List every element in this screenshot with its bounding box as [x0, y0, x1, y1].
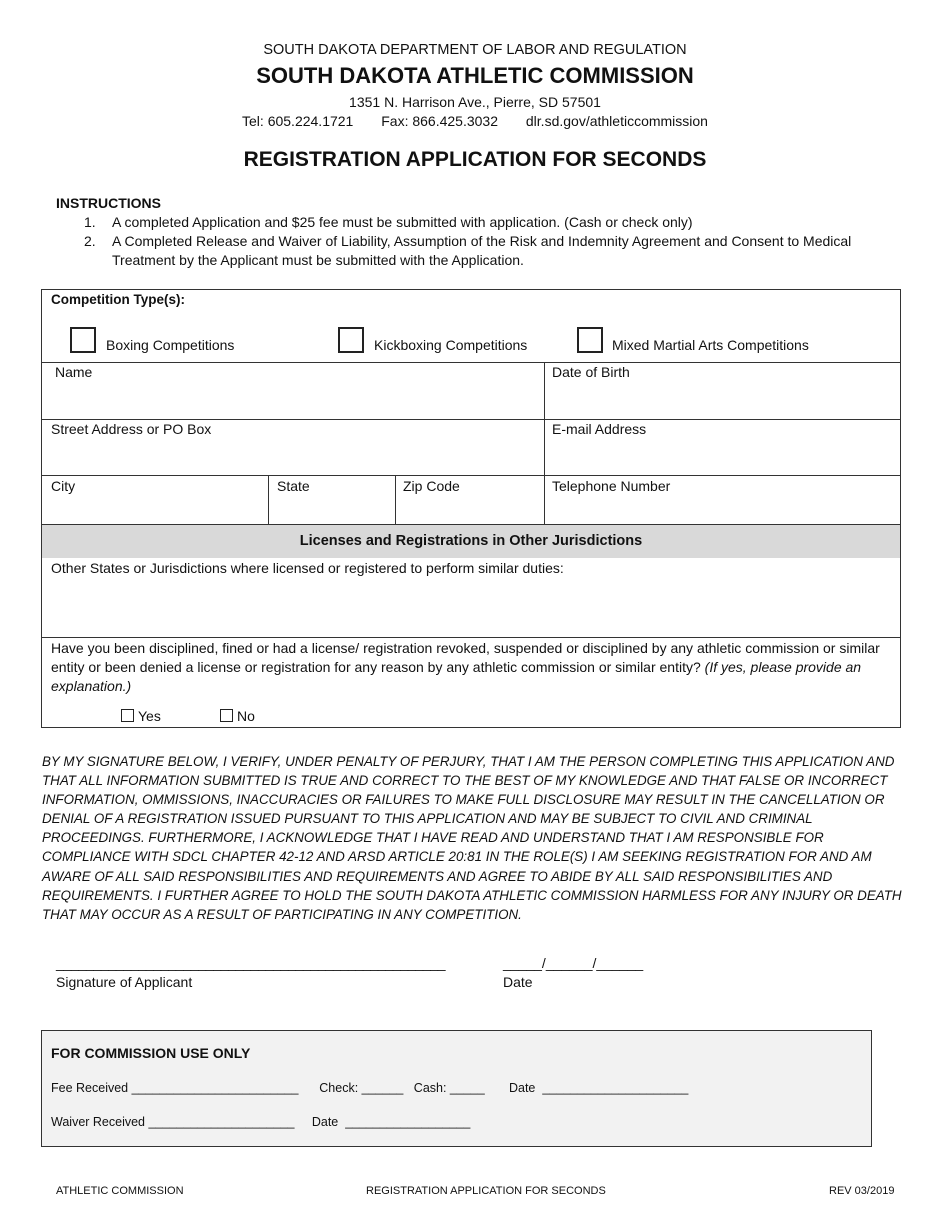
footer-revision: REV 03/2019: [829, 1185, 895, 1197]
disciplinary-question-text: Have you been disciplined, fined or had a license/ registration revoked, suspended or disciplined by any athletic commission or similar entity or been denied a license or registration for any reason by any athletic commission or similar entity?: [51, 640, 880, 675]
instructions-list: [84, 213, 884, 270]
footer-left: ATHLETIC COMMISSION: [56, 1185, 184, 1197]
signature-label: Signature of Applicant: [56, 974, 193, 990]
competition-type-label: Competition Type(s):: [51, 292, 185, 307]
mma-checkbox[interactable]: [577, 327, 603, 353]
instruction-number: 2.: [84, 233, 96, 249]
telephone-field[interactable]: Telephone Number: [552, 478, 671, 494]
instruction-item: [84, 232, 884, 270]
date-of-birth-field[interactable]: Date of Birth: [552, 364, 630, 380]
date-line[interactable]: _____/______/______: [503, 955, 644, 971]
commission-use-box: [41, 1030, 872, 1147]
instruction-number: 1.: [84, 214, 96, 230]
no-checkbox[interactable]: [220, 709, 233, 722]
instructions-heading: INSTRUCTIONS: [56, 195, 161, 211]
contact-line: [0, 113, 950, 129]
department-name: SOUTH DAKOTA DEPARTMENT OF LABOR AND REGULATION: [263, 42, 687, 58]
disciplinary-note: (If yes, please provide an explanation.): [51, 659, 862, 694]
fax: Fax: 866.425.3032: [381, 113, 498, 129]
boxing-checkbox[interactable]: [70, 327, 96, 353]
website-link[interactable]: dlr.sd.gov/athleticcommission: [525, 113, 708, 129]
commission-address: 1351 N. Harrison Ave., Pierre, SD 57501: [349, 94, 601, 110]
certification-statement: BY MY SIGNATURE BELOW, I VERIFY, UNDER PENALTY OF PERJURY, THAT I AM THE PERSON COMPLETING THIS APPLICATION AND THAT ALL INFORMATION SUBMITTED IS TRUE AND CORRECT TO THE BEST OF MY KNOWLEDGE AND THAT FALSE OR INCORRECT INFORMATION, OMMISSIONS, INACCURACIES OR FAILURES TO MAKE FULL DISCLOSURE MAY RESULT IN THE CANCELLATION OR DENIAL OF A REGISTRATION ISSUED PURSUANT TO THIS APPLICATION AND MAY BE SUBJECT TO CIVIL AND CRIMINAL PROCEEDINGS. FURTHERMORE, I ACKNOWLEDGE THAT I HAVE READ AND UNDERSTAND THAT I AM RESPONSIBLE FOR COMPLIANCE WITH SDCL CHAPTER 42-12 AND ARSD ARTICLE 20:81 IN THE ROLE(S) I AM SEEKING REGISTRATION FOR AND AM AWARE OF ALL SAID RESPONSIBILITIES AND REQUIREMENTS AND AGREE TO ABIDE BY ALL SAID RESPONSIBILITIES AND REQUIREMENTS. I FURTHER AGREE TO HOLD THE SOUTH DAKOTA ATHLETIC COMMISSION HARMLESS FOR ANY INJURY OR DEATH THAT MAY OCCUR AS A RESULT OF PARTICIPATING IN ANY COMPETITION.: [42, 754, 902, 922]
divider: [395, 475, 396, 525]
boxing-label: Boxing Competitions: [106, 337, 235, 353]
application-form: [41, 289, 901, 728]
kickboxing-checkbox[interactable]: [338, 327, 364, 353]
mma-label: Mixed Martial Arts Competitions: [612, 337, 809, 353]
divider: [544, 362, 545, 525]
name-field[interactable]: Name: [55, 364, 93, 380]
commission-name: SOUTH DAKOTA ATHLETIC COMMISSION: [256, 63, 694, 88]
other-jurisdictions-field[interactable]: Other States or Jurisdictions where licensed or registered to perform similar duties:: [51, 560, 564, 576]
fee-received-row: Fee Received ________________________ Check: ______ Cash: _____ Date _____________________: [51, 1081, 689, 1095]
state-field[interactable]: State: [277, 478, 310, 494]
city-field[interactable]: City: [51, 478, 76, 494]
divider: [42, 637, 900, 638]
yes-label: Yes: [138, 708, 161, 724]
form-title: REGISTRATION APPLICATION FOR SECONDS: [243, 148, 707, 171]
signature-line[interactable]: ____________________________________________________: [56, 955, 446, 971]
disciplinary-question: [51, 639, 881, 696]
instruction-item: [84, 213, 884, 232]
waiver-received-row: Waiver Received _____________________ Date __________________: [51, 1115, 471, 1129]
licenses-section-heading: Licenses and Registrations in Other Jurisdictions: [42, 525, 900, 558]
telephone: Tel: 605.224.1721: [242, 113, 354, 129]
commission-use-title: FOR COMMISSION USE ONLY: [51, 1045, 251, 1061]
date-label: Date: [503, 974, 533, 990]
street-address-field[interactable]: Street Address or PO Box: [51, 421, 212, 437]
zip-code-field[interactable]: Zip Code: [403, 478, 460, 494]
kickboxing-label: Kickboxing Competitions: [374, 337, 528, 353]
divider: [268, 475, 269, 525]
email-field[interactable]: E-mail Address: [552, 421, 647, 437]
divider: [42, 475, 900, 476]
no-label: No: [237, 708, 255, 724]
divider: [42, 419, 900, 420]
instruction-text: A Completed Release and Waiver of Liability, Assumption of the Risk and Indemnity Agreement and Consent to Medical Treatment by the Applicant must be submitted with the Application.: [112, 233, 852, 268]
footer-center: REGISTRATION APPLICATION FOR SECONDS: [366, 1185, 606, 1197]
divider: [42, 362, 900, 363]
yes-checkbox[interactable]: [121, 709, 134, 722]
no-option[interactable]: [220, 708, 255, 724]
instruction-text: A completed Application and $25 fee must be submitted with application. (Cash or check only): [112, 214, 693, 230]
yes-option[interactable]: [121, 708, 161, 724]
